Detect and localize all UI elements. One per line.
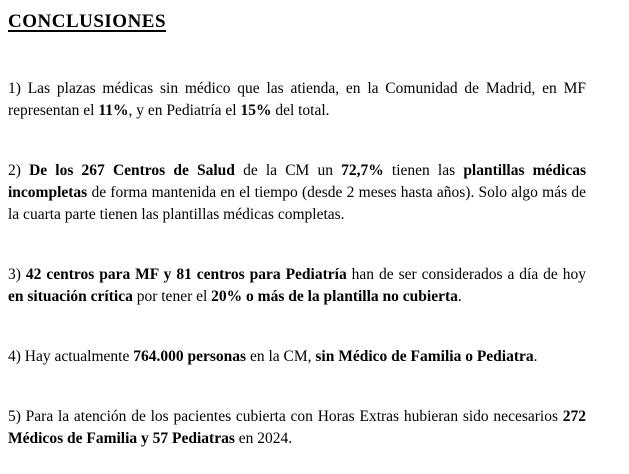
conclusion-paragraph-1: 1) Las plazas médicas sin médico que las atienda, en la Comunidad de Madrid, en MF representan el 11%, y en Pediatría el 15% del total. (8, 80, 586, 119)
conclusion-paragraph-5: 5) Para la atención de los pacientes cubierta con Horas Extras hubieran sido necesarios 272 Médicos de Familia y 57 Pediatras en 2024. (8, 408, 586, 447)
conclusion-paragraph-2: 2) De los 267 Centros de Salud de la CM un 72,7% tienen las plantillas médicas incompletas de forma mantenida en el tiempo (desde 2 meses hasta años). Solo algo más de la cuarta parte tienen las plantillas médicas completas. (8, 162, 587, 223)
conclusion-paragraph-3: 3) 42 centros para MF y 81 centros para Pediatría han de ser considerados a día de hoy en situación crítica por tener el 20% o más de la plantilla no cubierta. (8, 266, 587, 305)
page-title: CONCLUSIONES (8, 11, 167, 32)
conclusion-paragraph-4: 4) Hay actualmente 764.000 personas en la CM, sin Médico de Familia o Pediatra. (8, 348, 538, 365)
